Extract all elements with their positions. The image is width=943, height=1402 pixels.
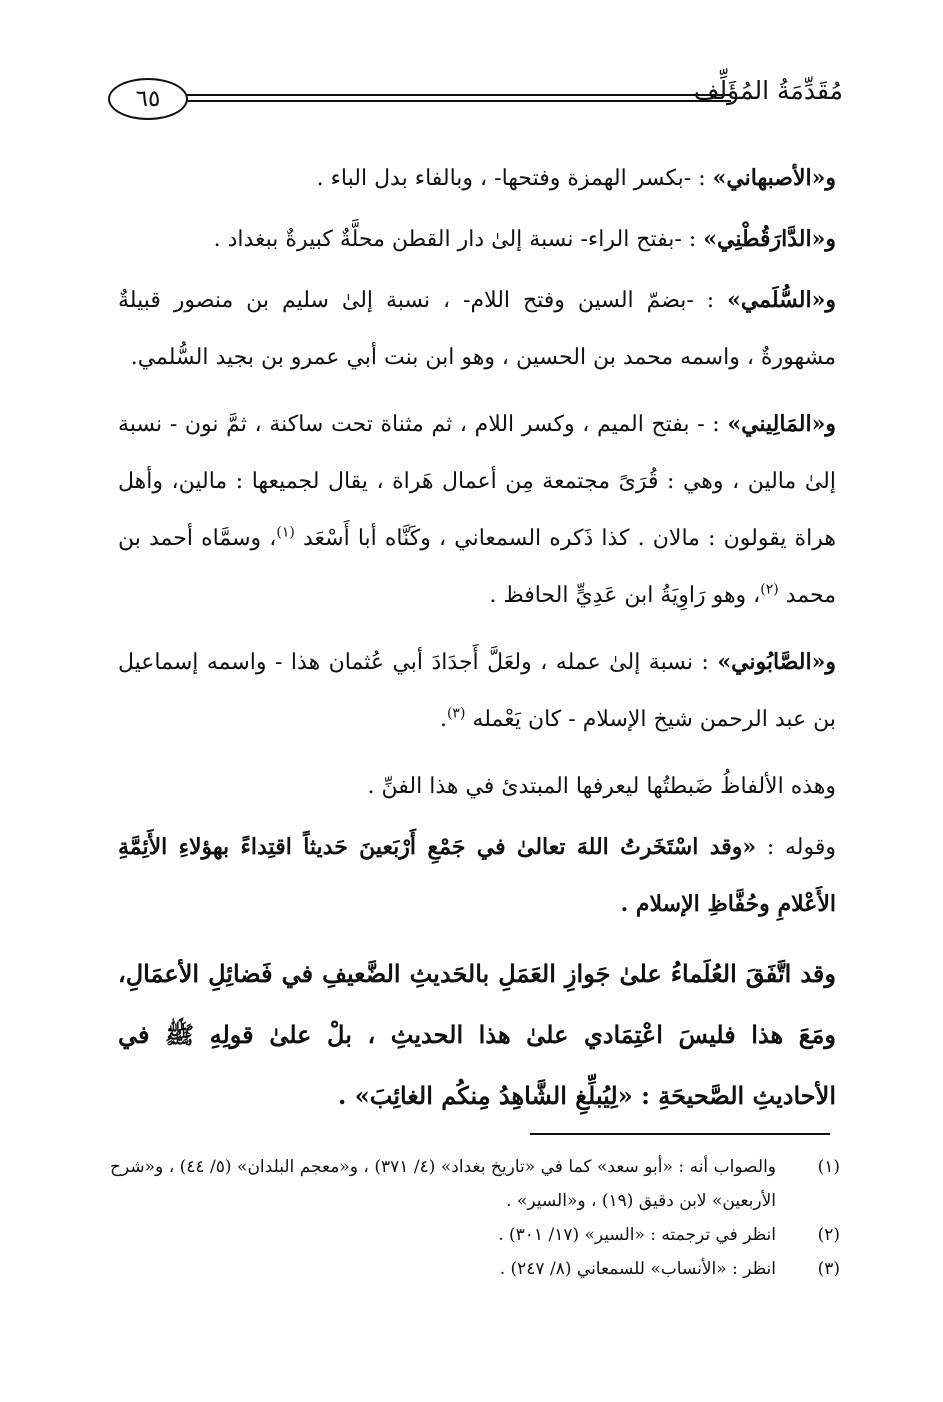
page-number: ٦٥ [108,78,188,120]
paragraph-text: : -بضمّ السين وفتح اللام- ، نسبة إلىٰ سليم بن منصور قبيلةٌ مشهورةٌ ، واسمه محمد بن الحسين ، وهو ابن بنت أبي عمرو بن بجيد السُّلمي. [118,288,836,370]
footnote-marker[interactable]: (١) [276,524,295,541]
paragraph-text: : -بفتح الراء- نسبة إلىٰ دار القطن محلَّةٌ كبيرةٌ ببغداد . [213,227,704,252]
term: و«الصَّابُوني» [717,649,836,675]
paragraph-malini [118,396,836,624]
paragraph-text: : -بكسر الهمزة وفتحها- ، وبالفاء بدل الباء . [316,166,713,191]
term: و«السُّلَمي» [727,287,836,313]
paragraph-text: وقد اتَّفَقَ العُلَماءُ علىٰ جَوازِ العَمَلِ بالحَديثِ الضَّعيفِ في فَضائِلِ الأعمَالِ، ومَعَ هذا فليسَ اعْتِمَادي علىٰ هذا الحديثِ ، بلْ علىٰ قولِهِ ﷺ في الأحاديثِ الصَّحيحَةِ : «لِيُبلِّغِ الشَّاهِدُ مِنكُم الغائِبَ» . [118,959,836,1110]
footnote-number: (٣) [817,1259,840,1279]
term: و«الدَّارَقُطْنِي» [703,226,836,252]
main-text [118,150,836,1136]
footnote-marker[interactable]: (٣) [446,705,466,722]
footnote-2 [110,1218,840,1252]
running-title: مُقَدِّمَةُ المُؤَلِّف [693,76,843,105]
header-rule [186,94,731,102]
paragraph-text: ، وسمَّاه أحمد بن محمد [118,526,836,608]
paragraph-text: : - بفتح الميم ، وكسر اللام ، ثم مثناة تحت ساكنة ، ثمَّ نون - نسبة إلىٰ مالين ، وهي : قُرَىً مجتمعة مِن أعمال هَراة ، يقال لجميعها : مالين، وأهل هراة يقولون : مالان . كذا ذَكره السمعاني ، وكَنَّاه أبا أَسْعَد [118,412,837,551]
term: و«الأصبهاني» [712,165,836,191]
paragraph-daraqutni [118,211,836,268]
term: و«المَالِيني» [727,411,836,437]
paragraph-matn [118,943,836,1126]
paragraph-text: ، وهو رَاوِيَةُ ابن عَدِيٍّ الحافظ . [489,583,761,608]
footnote-marker[interactable]: (٢) [760,581,779,598]
footnote-1 [110,1150,840,1218]
footnote-text: انظر في ترجمته : «السير» (١٧/ ٣٠١) . [498,1225,776,1245]
footnote-3 [110,1252,840,1286]
quoted-text: «وقد اسْتَخَرتُ اللهَ تعالىٰ في جَمْعِ أَرْبَعينَ حَديثاً اقتِداءً بهؤلاءِ الأَئِمَّةِ الأَعْلامِ وحُفَّاظِ الإسلام . [118,834,836,917]
paragraph-quote [118,819,836,933]
footnote-number: (١) [817,1157,840,1177]
paragraph-text: وهذه الألفاظُ ضَبطتُها ليعرفها المبتدئ في هذا الفنِّ . [367,774,836,799]
page-header [108,70,843,122]
paragraph-isbahani [118,150,836,207]
paragraph-note [118,758,836,815]
footnote-text: انظر : «الأنساب» للسمعاني (٨/ ٢٤٧) . [499,1259,776,1279]
footnote-rule [530,1133,830,1135]
paragraph-sabuni [118,634,836,748]
footnote-number: (٢) [817,1225,840,1245]
footnotes [110,1150,840,1286]
quote-lead: وقوله : [756,835,836,860]
paragraph-text: : نسبة إلىٰ عمله ، ولعَلَّ أَجدَادَ أبي عُثمان هذا - واسمه إسماعيل بن عبد الرحمن شيخ الإسلام - كان يَعْمله [118,650,836,732]
paragraph-sulami [118,272,836,386]
paragraph-text: . [439,707,447,732]
footnote-text: والصواب أنه : «أبو سعد» كما في «تاريخ بغداد» (٤/ ٣٧١) ، و«معجم البلدان» (٥/ ٤٤) ، و«شرح الأربعين» لابن دقيق (١٩) ، و«السير» . [110,1157,777,1211]
